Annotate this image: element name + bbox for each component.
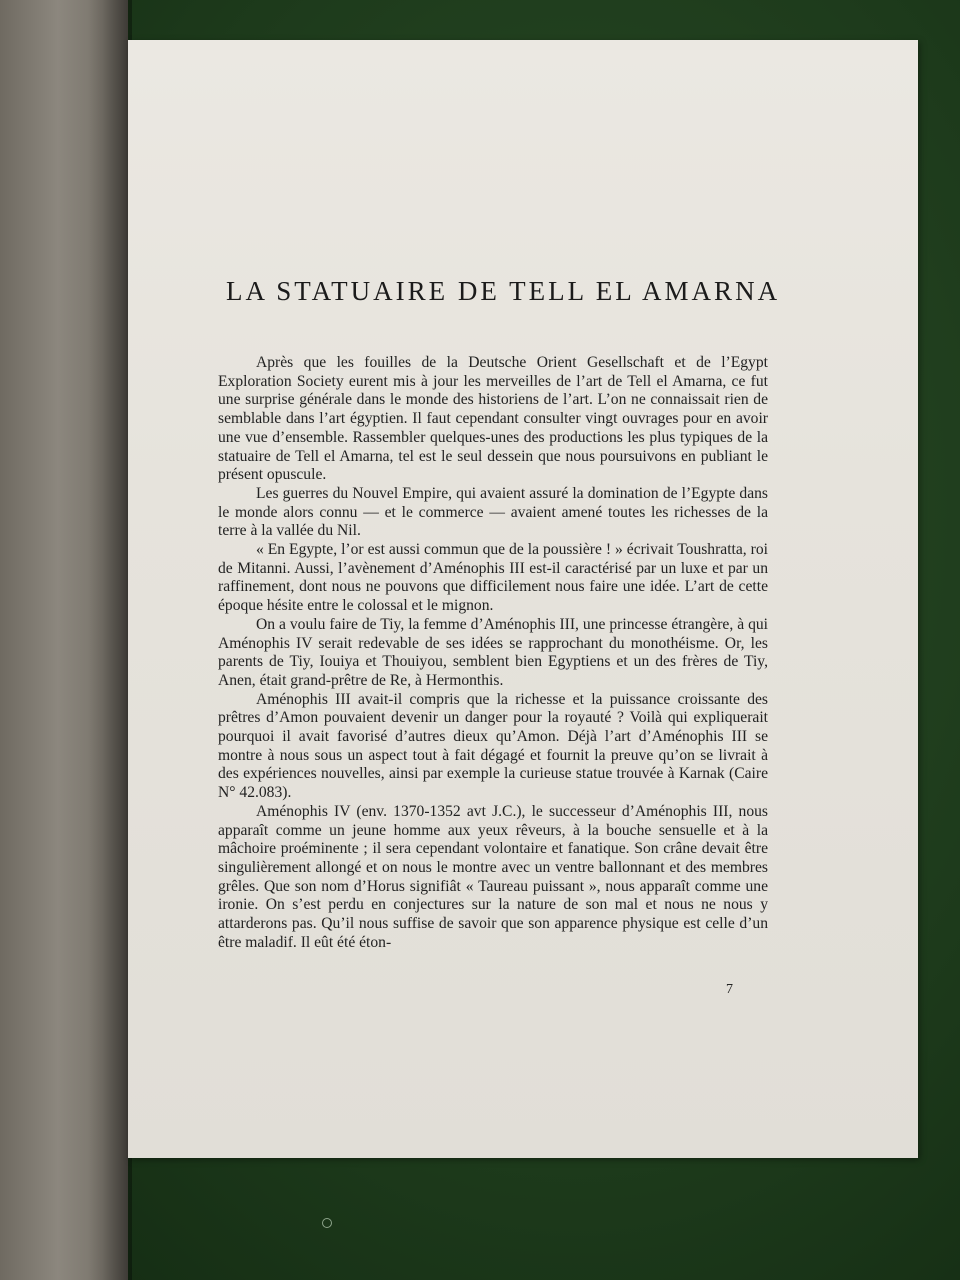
body-text <box>218 354 768 953</box>
paragraph: Aménophis IV (env. 1370-1352 avt J.C.), le successeur d’Aménophis III, nous apparaît comme un jeune homme aux yeux rêveurs, à la bouche sensuelle et à la mâchoire proéminente ; il sera cependant volontaire et fanatique. Son crâne devait être singulièrement allongé et on nous le montre avec un ventre ballonnant et des membres grêles. Que son nom d’Horus signifiât « Taureau puissant », nous apparaît comme une ironie. On s’est perdu en conjectures sur la nature de son mal et nous ne nous y attarderons pas. Qu’il nous suffise de savoir que son apparence physique est celle d’un être maladif. Il eût été éton- <box>218 802 768 951</box>
page-number: 7 <box>726 982 733 997</box>
gutter-shadow <box>88 0 132 1280</box>
paragraph: « En Egypte, l’or est aussi commun que de la poussière ! » écrivait Toushratta, roi de Mitanni. Aussi, l’avènement d’Aménophis III est-il caractérisé par un luxe et par un raffinement, dont nous ne pouvons que difficilement nous faire une idée. L’art de cette époque hésite entre le colossal et le mignon. <box>218 541 768 615</box>
paragraph: On a voulu faire de Tiy, la femme d’Aménophis III, une princesse étrangère, à qui Aménophis IV serait redevable de ses idées se rapprochant du monothéisme. Or, les parents de Tiy, Iouiya et Thouiyou, semblent bien Egyptiens et un des frères de Tiy, Anen, était grand-prêtre de Re, à Hermonthis. <box>218 615 768 689</box>
paragraph: Les guerres du Nouvel Empire, qui avaient assuré la domination de l’Egypte dans le monde alors connu — et le commerce — avaient amené toutes les richesses de la terre à la vallée du Nil. <box>218 484 768 540</box>
binding-dot-icon <box>322 1218 332 1228</box>
paragraph: Aménophis III avait-il compris que la richesse et la puissance croissante des prêtres d’Amon pouvaient devenir un danger pour la royauté ? Voilà qui expliquerait pourquoi il avait favorisé d’autres dieux qu’Amon. Déjà l’art d’Aménophis III se montre à nous sous un aspect tout à fait dégagé et fournit la preuve qu’on se livrait à des expériences nouvelles, ainsi par exemple la curieuse statue trouvée à Karnak (Caire N° 42.083). <box>218 690 768 802</box>
paragraph: Après que les fouilles de la Deutsche Orient Gesellschaft et de l’Egypt Exploration Society eurent mis à jour les merveilles de l’art de Tell el Amarna, ce fut une surprise générale dans le monde des historiens de l’art. L’on ne connaissait rien de semblable dans l’art égyptien. Il faut cependant consulter vingt ouvrages pour en avoir une vue d’ensemble. Rassembler quelques-unes des productions les plus typiques de la statuaire de Tell el Amarna, tel est le seul dessein que nous poursuivons en publiant le présent opuscule. <box>218 354 768 484</box>
page-title: LA STATUAIRE DE TELL EL AMARNA <box>226 276 781 306</box>
